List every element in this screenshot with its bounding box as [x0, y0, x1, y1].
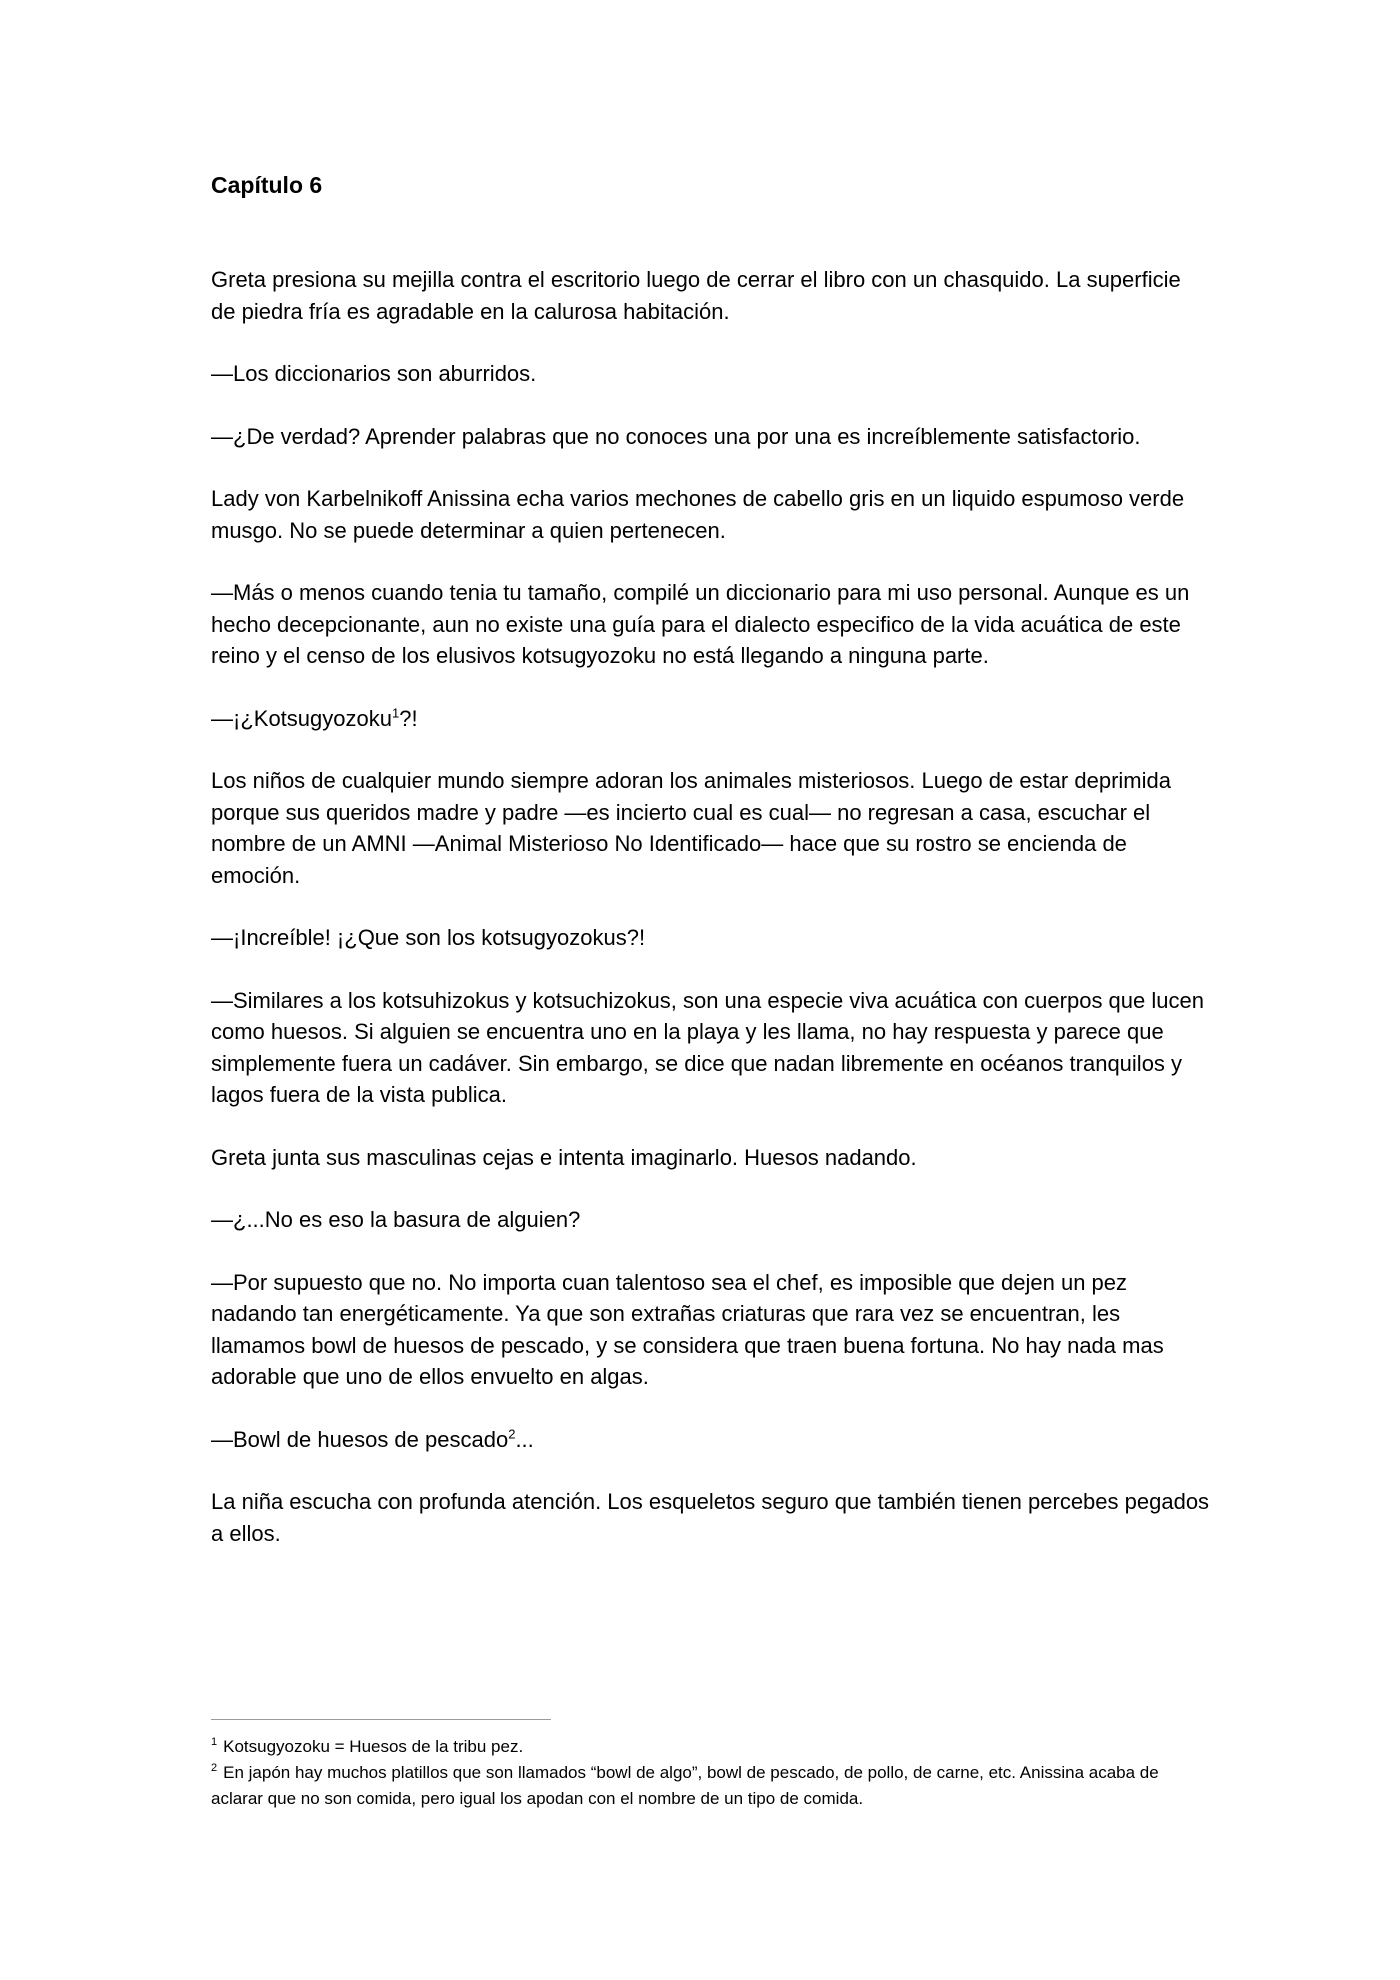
paragraph: Los niños de cualquier mundo siempre adoran los animales misteriosos. Luego de estar deprimida porque sus queridos madre y padre —es incierto cual es cual— no regresan a casa, escuchar el nombre de un AMNI —Animal Misterioso No Identificado— hace que su rostro se encienda de emoción.: [211, 768, 1171, 888]
footnote-text: En japón hay muchos platillos que son llamados “bowl de algo”, bowl de pescado, de pollo, de carne, etc. Anissina acaba de aclarar que no son comida, pero igual los apodan con el nombre de un tipo de comida.: [211, 1763, 1159, 1808]
paragraph: La niña escucha con profunda atención. Los esqueletos seguro que también tienen percebes pegados a ellos.: [211, 1489, 1210, 1546]
footnote: [211, 1760, 1211, 1812]
paragraph-text: ...: [515, 1426, 534, 1452]
paragraph-with-footnote-ref: [211, 703, 1211, 735]
paragraph-text: ?!: [399, 705, 418, 731]
footnote-text: Kotsugyozoku = Huesos de la tribu pez.: [223, 1737, 524, 1756]
paragraph-text: —Bowl de huesos de pescado: [211, 1426, 509, 1452]
paragraph-with-footnote-ref: [211, 1424, 1211, 1456]
footnote: [211, 1734, 1211, 1760]
paragraph: Lady von Karbelnikoff Anissina echa varios mechones de cabello gris en un liquido espumoso verde musgo. No se puede determinar a quien pertenecen.: [211, 486, 1185, 543]
paragraph: —¡Increíble! ¡¿Que son los kotsugyozokus?!: [211, 925, 646, 950]
body-text: [211, 264, 1211, 1549]
footnote-marker: 1: [211, 1736, 218, 1749]
chapter-title: Capítulo 6: [211, 172, 323, 198]
footnote-marker: 2: [211, 1762, 218, 1775]
paragraph: —¿...No es eso la basura de alguien?: [211, 1207, 581, 1232]
paragraph-text: —¡¿Kotsugyozoku: [211, 705, 392, 731]
paragraph: —Similares a los kotsuhizokus y kotsuchizokus, son una especie viva acuática con cuerpos que lucen como huesos. Si alguien se encuentra uno en la playa y les llama, no hay respuesta y parece que simplemente fuera un cadáver. Sin embargo, se dice que nadan libremente en océanos tranquilos y lagos fuera de la vista publica.: [211, 987, 1204, 1107]
paragraph: Greta junta sus masculinas cejas e intenta imaginarlo. Huesos nadando.: [211, 1144, 917, 1170]
paragraph: —Por supuesto que no. No importa cuan talentoso sea el chef, es imposible que dejen un pez nadando tan energéticamente. Ya que son extrañas criaturas que rara vez se encuentran, les llamamos bowl de huesos de pescado, y se considera que traen buena fortuna. No hay nada mas adorable que uno de ellos envuelto en algas.: [211, 1269, 1164, 1389]
footnote-divider: [211, 1719, 551, 1720]
document-page: [211, 168, 1211, 1580]
paragraph: —Más o menos cuando tenia tu tamaño, compilé un diccionario para mi uso personal. Aunque es un hecho decepcionante, aun no existe una guía para el dialecto especifico de la vida acuática de este reino y el censo de los elusivos kotsugyozoku no está llegando a ninguna parte.: [211, 580, 1190, 668]
paragraph: Greta presiona su mejilla contra el escritorio luego de cerrar el libro con un chasquido. La superficie de piedra fría es agradable en la calurosa habitación.: [211, 267, 1181, 324]
paragraph: —¿De verdad? Aprender palabras que no conoces una por una es increíblemente satisfactorio.: [211, 423, 1141, 449]
paragraph: —Los diccionarios son aburridos.: [211, 361, 537, 386]
footnotes: [211, 1734, 1211, 1812]
footnote-ref: 1: [391, 705, 400, 721]
footnote-ref: 2: [508, 1426, 516, 1442]
